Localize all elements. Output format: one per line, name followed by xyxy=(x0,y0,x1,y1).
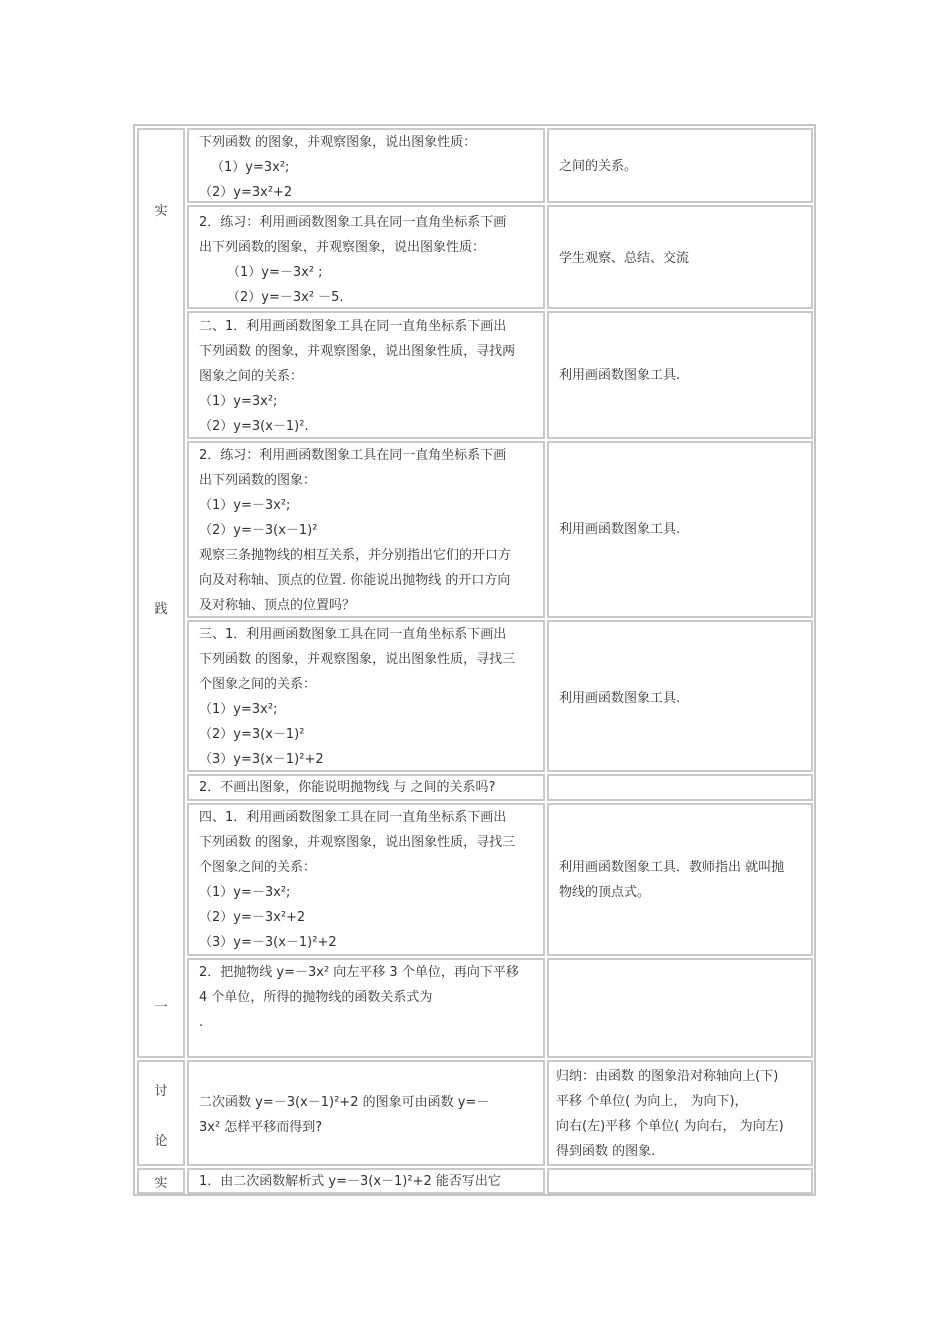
side-label-shi: 实 xyxy=(154,204,168,219)
row-text-line: （1）y=－3x²; xyxy=(199,498,291,513)
row-note-line: 物线的顶点式。 xyxy=(559,885,651,900)
side-cell-discussion xyxy=(137,1060,185,1166)
side-label-yi: 一 xyxy=(154,1000,168,1015)
table-row-note xyxy=(547,803,813,956)
table-row-content xyxy=(187,441,545,618)
row-text-line: （2）y=－3x² －5. xyxy=(227,290,344,305)
row-text-line: 出下列函数的图象： xyxy=(199,473,317,488)
side-label-tao: 讨 xyxy=(154,1084,168,1099)
row-text-line: （2）y=3x²+2 xyxy=(199,185,293,200)
row-note-line: 利用画函数图象工具. xyxy=(559,368,681,383)
row-note-line: 之间的关系。 xyxy=(559,159,638,174)
row-text-line: 观察三条抛物线的相互关系，并分别指出它们的开口方 xyxy=(199,548,512,563)
row-text-line: 2．不画出图象，你能说明抛物线 与 之间的关系吗? xyxy=(199,780,496,795)
row-text-line: （1）y=3x²; xyxy=(211,160,290,175)
row-note-line: 归纳：由函数 的图象沿对称轴向上(下) xyxy=(556,1069,779,1084)
row-note-line: 利用画函数图象工具. xyxy=(559,691,681,706)
table-row-note xyxy=(547,205,813,309)
row-text-line: （2）y=－3(x－1)² xyxy=(199,523,318,538)
row-text-line: 图象之间的关系： xyxy=(199,369,304,384)
table-row-content xyxy=(187,311,545,439)
row-note-line: 利用画函数图象工具．教师指出 就叫抛 xyxy=(559,860,785,875)
row-text-line: 下列函数 的图象，并观察图象，说出图象性质，寻找三 xyxy=(199,652,516,667)
row-text-line: （2）y=3(x－1)² xyxy=(199,727,305,742)
side-label-lun: 论 xyxy=(154,1134,168,1149)
row-text-line: （1）y=3x²; xyxy=(199,702,278,717)
row-note-line: 利用画函数图象工具. xyxy=(559,522,681,537)
row-text-line: （3）y=－3(x－1)²+2 xyxy=(199,935,337,950)
side-cell-practice xyxy=(137,128,185,1058)
row-note-line: 学生观察、总结、交流 xyxy=(559,251,690,266)
table-row-note xyxy=(547,620,813,772)
side-label-shi-2: 实 xyxy=(154,1176,168,1191)
row-text-line: 2．练习：利用画函数图象工具在同一直角坐标系下画 xyxy=(199,215,507,230)
row-text-line: 二、1．利用画函数图象工具在同一直角坐标系下画出 xyxy=(199,319,507,334)
row-text-line: 个图象之间的关系： xyxy=(199,677,317,692)
row-text-line: 四、1．利用画函数图象工具在同一直角坐标系下画出 xyxy=(199,810,507,825)
row-note-line: 向右(左)平移 个单位( 为向右， 为向左) xyxy=(556,1119,784,1134)
row-text-line: 出下列函数的图象，并观察图象，说出图象性质： xyxy=(199,240,486,255)
table-row-note xyxy=(547,958,813,1058)
row-text-line: 1．由二次函数解析式 y=－3(x－1)²+2 能否写出它 xyxy=(199,1174,501,1189)
row-text-line: 向及对称轴、顶点的位置. 你能说出抛物线 的开口方向 xyxy=(199,573,511,588)
table-row-content xyxy=(187,1060,545,1166)
row-text-line: 下列函数 的图象，并观察图象，说出图象性质，寻找两 xyxy=(199,344,516,359)
row-text-line: （3）y=3(x－1)²+2 xyxy=(199,752,324,767)
table-row-content xyxy=(187,774,545,801)
table-row-note xyxy=(547,441,813,618)
table-row-note xyxy=(547,128,813,203)
row-text-line: 下列函数 的图象，并观察图象，说出图象性质，寻找三 xyxy=(199,835,516,850)
table-row-content xyxy=(187,205,545,309)
row-note-line: 平移 个单位( 为向上， 为向下)， xyxy=(556,1094,748,1109)
table-row-note xyxy=(547,774,813,801)
table-row-content xyxy=(187,803,545,956)
row-note-line: 得到函数 的图象. xyxy=(556,1144,656,1159)
table-row-note xyxy=(547,1060,813,1166)
row-text-line: （1）y=－3x² ; xyxy=(227,265,323,280)
table-row-content xyxy=(187,1168,545,1194)
row-text-line: （2）y=－3x²+2 xyxy=(199,910,306,925)
row-text-line: . xyxy=(199,1015,204,1030)
row-text-line: 4 个单位，所得的抛物线的函数关系式为 xyxy=(199,990,433,1005)
row-text-line: （1）y=3x²; xyxy=(199,394,278,409)
row-text-line: 三、1．利用画函数图象工具在同一直角坐标系下画出 xyxy=(199,627,507,642)
table-row-note xyxy=(547,311,813,439)
row-text-line: 二次函数 y=－3(x－1)²+2 的图象可由函数 y=－ xyxy=(199,1095,490,1110)
row-text-line: （2）y=3(x－1)². xyxy=(199,419,309,434)
row-text-line: （1）y=－3x²; xyxy=(199,885,291,900)
row-text-line: 2．练习：利用画函数图象工具在同一直角坐标系下画 xyxy=(199,448,507,463)
row-text-line: 个图象之间的关系： xyxy=(199,860,317,875)
table-row-note xyxy=(547,1168,813,1194)
row-text-line: 2．把抛物线 y=－3x² 向左平移 3 个单位，再向下平移 xyxy=(199,965,519,980)
table-row-content xyxy=(187,128,545,203)
table-row-content xyxy=(187,958,545,1058)
row-text-line: 3x² 怎样平移而得到? xyxy=(199,1120,323,1135)
table-row-content xyxy=(187,620,545,772)
row-text-line: 下列函数 的图象，并观察图象，说出图象性质： xyxy=(199,135,477,150)
row-text-line: 及对称轴、顶点的位置吗？ xyxy=(199,598,356,613)
side-label-jian: 践 xyxy=(154,602,168,617)
